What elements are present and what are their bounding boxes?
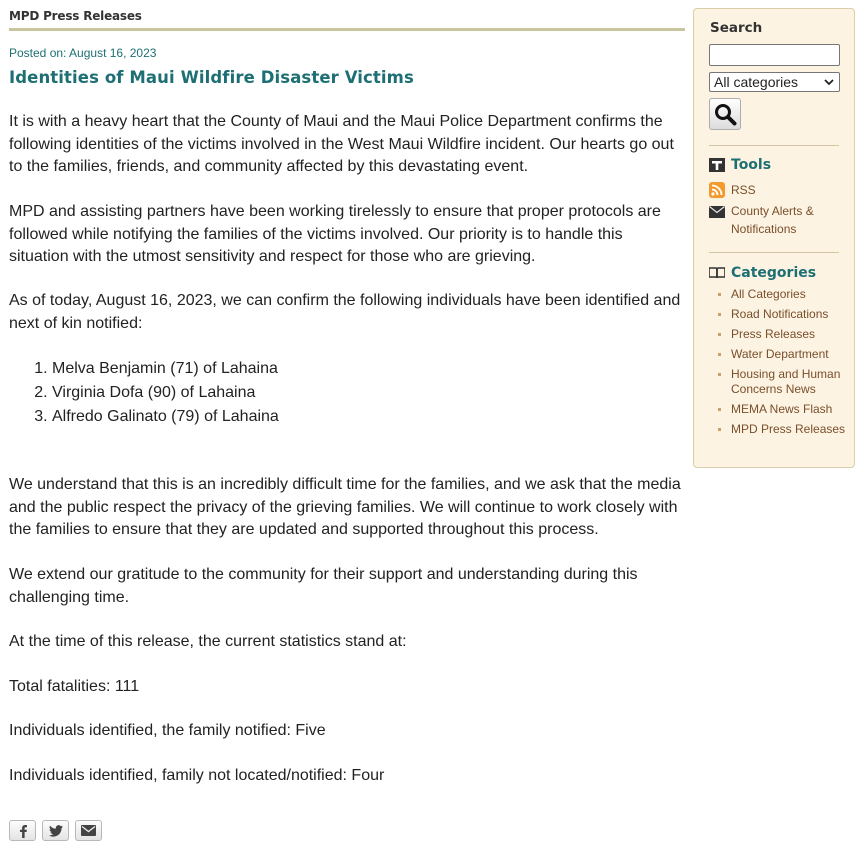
category-link[interactable]: Water Department bbox=[709, 347, 849, 362]
sidebar-divider bbox=[709, 252, 839, 253]
sidebar bbox=[693, 8, 855, 468]
article-main bbox=[9, 0, 685, 784]
twitter-icon bbox=[49, 825, 63, 837]
book-icon bbox=[709, 267, 725, 279]
envelope-icon bbox=[709, 206, 725, 218]
posted-date: Posted on: August 16, 2023 bbox=[9, 46, 157, 60]
list-item: 3. Alfredo Galinato (79) of Lahaina bbox=[52, 405, 279, 429]
categories-heading-label: Categories bbox=[731, 265, 817, 281]
tool-item-label: County Alerts & Notifications bbox=[731, 204, 814, 236]
paragraph-confirm: As of today, August 16, 2023, we can confirm the following individuals have been identified and next of kin notified: bbox=[9, 292, 681, 332]
tools-heading bbox=[709, 157, 771, 173]
search-icon bbox=[713, 102, 737, 126]
stat-identified-notified: Individuals identified, the family notified: Five bbox=[9, 722, 326, 739]
tool-item-label: RSS bbox=[731, 183, 756, 197]
tool-item-county-alerts[interactable] bbox=[709, 202, 829, 238]
share-twitter-button[interactable] bbox=[42, 820, 69, 841]
search-button[interactable] bbox=[709, 98, 741, 130]
category-select[interactable] bbox=[709, 72, 840, 92]
category-link[interactable]: Road Notifications bbox=[709, 307, 849, 322]
tool-item-rss[interactable] bbox=[709, 181, 756, 199]
search-label: Search bbox=[710, 20, 763, 36]
paragraph-intro: It is with a heavy heart that the County of Maui and the Maui Police Department confirms the following identities of the victims involved in the West Maui Wildfire incident. Our hearts go out to the families, friends, and community affected by this devastating event. bbox=[9, 113, 674, 175]
category-link[interactable]: Housing and Human Concerns News bbox=[709, 367, 849, 397]
paragraph-gratitude: We extend our gratitude to the community for their support and understanding during this challenging time. bbox=[9, 566, 638, 606]
chevron-down-icon bbox=[822, 73, 836, 91]
category-link[interactable]: All Categories bbox=[709, 287, 849, 302]
victim-list bbox=[9, 357, 279, 429]
share-email-button[interactable] bbox=[75, 820, 102, 841]
category-link[interactable]: Press Releases bbox=[709, 327, 849, 342]
section-title: MPD Press Releases bbox=[9, 0, 685, 31]
category-list bbox=[709, 287, 849, 442]
rss-icon bbox=[709, 182, 725, 198]
facebook-icon bbox=[17, 824, 29, 838]
category-select-value: All categories bbox=[714, 74, 799, 90]
categories-heading bbox=[709, 265, 816, 281]
paragraph-stats-intro: At the time of this release, the current statistics stand at: bbox=[9, 633, 407, 650]
email-icon bbox=[81, 825, 96, 836]
share-bar bbox=[9, 820, 102, 841]
article-title: Identities of Maui Wildfire Disaster Victims bbox=[9, 68, 414, 87]
list-item: 2. Virginia Dofa (90) of Lahaina bbox=[52, 381, 279, 405]
search-input[interactable] bbox=[709, 44, 840, 66]
tools-heading-label: Tools bbox=[731, 157, 772, 173]
share-facebook-button[interactable] bbox=[9, 820, 36, 841]
sidebar-divider bbox=[709, 145, 839, 146]
tools-icon bbox=[709, 158, 725, 172]
category-link[interactable]: MEMA News Flash bbox=[709, 402, 849, 417]
paragraph-privacy: We understand that this is an incredibly difficult time for the families, and we ask that the media and the public respect the privacy of the grieving families. We will continue to work closely with the families to ensure that they are updated and supported throughout this process. bbox=[9, 476, 681, 538]
stat-identified-not-notified: Individuals identified, family not located/notified: Four bbox=[9, 767, 385, 784]
category-link[interactable]: MPD Press Releases bbox=[709, 422, 849, 437]
stat-total-fatalities: Total fatalities: 111 bbox=[9, 678, 140, 695]
paragraph-protocols: MPD and assisting partners have been working tirelessly to ensure that proper protocols are followed while notifying the families of the victims involved. Our priority is to handle this situation with the utmost sensitivity and respect for those who are grieving. bbox=[9, 203, 661, 265]
list-item: 1. Melva Benjamin (71) of Lahaina bbox=[52, 357, 279, 381]
